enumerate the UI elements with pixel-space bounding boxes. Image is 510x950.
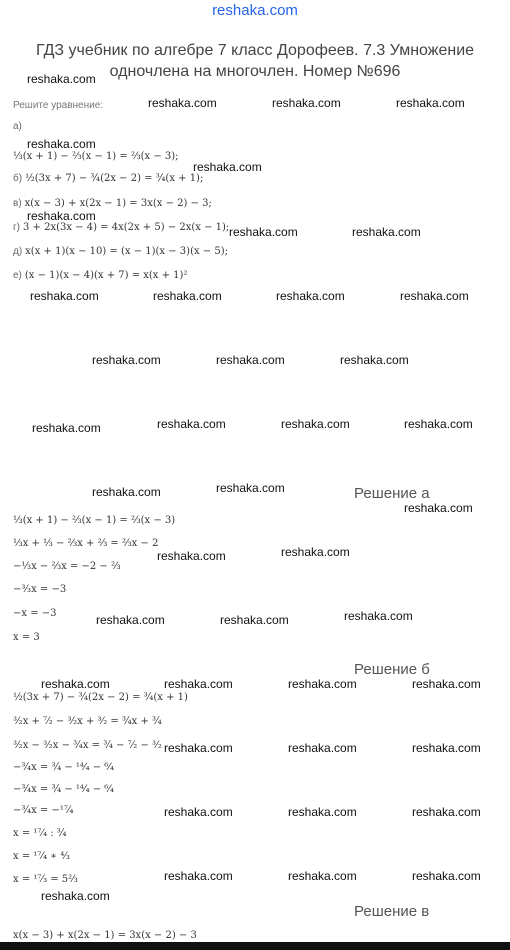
watermark-text: reshaka.com [157,549,226,563]
task-label: б) [13,173,23,184]
bottom-bar [0,942,510,950]
watermark-text: reshaka.com [352,225,421,239]
watermark-text: reshaka.com [229,225,298,239]
watermark-text: reshaka.com [216,353,285,367]
title-line-1: ГДЗ учебник по алгебре 7 класс Дорофеев. 7.3 Умножение [35,42,475,59]
task-item [13,198,212,209]
task-item [13,173,203,184]
solution-line: x = ¹⁷⁄₃ = 5⅔ [13,874,78,885]
watermark-text: reshaka.com [404,501,473,515]
site-name[interactable]: reshaka.com [212,2,298,19]
solution-a-heading: Решение а [354,485,430,502]
task-instruction: Решите уравнение: [13,100,104,111]
watermark-text: reshaka.com [148,96,217,110]
solution-line: −³⁄₃x = −3 [13,584,67,595]
watermark-text: reshaka.com [288,805,357,819]
watermark-text: reshaka.com [164,741,233,755]
watermark-text: reshaka.com [400,289,469,303]
watermark-text: reshaka.com [276,289,345,303]
solution-line: −⅓x − ⅔x = −2 − ⅔ [13,561,121,572]
task-item [13,270,187,281]
task-equation: 3 + 2x(3x − 4) = 4x(2x + 5) − 2x(x − 1); [22,222,230,233]
task-item [13,121,25,132]
watermark-text: reshaka.com [412,805,481,819]
task-label: д) [13,246,23,257]
watermark-text: reshaka.com [412,869,481,883]
watermark-text: reshaka.com [344,609,413,623]
watermark-text: reshaka.com [164,677,233,691]
watermark-text: reshaka.com [404,417,473,431]
watermark-text: reshaka.com [157,417,226,431]
task-equation: ½(3x + 7) − ¾(2x − 2) = ¾(x + 1); [25,173,204,184]
watermark-text: reshaka.com [288,741,357,755]
task-label: в) [13,198,22,209]
watermark-text: reshaka.com [164,869,233,883]
solution-c-heading: Решение в [354,903,430,920]
watermark-text: reshaka.com [272,96,341,110]
solution-line: −x = −3 [13,608,57,619]
watermark-text: reshaka.com [27,137,96,151]
task-item [13,246,228,257]
watermark-text: reshaka.com [412,677,481,691]
watermark-text: reshaka.com [92,485,161,499]
task-item [13,222,229,233]
watermark-text: reshaka.com [216,481,285,495]
task-label: е) [13,270,22,281]
watermark-text: reshaka.com [41,677,110,691]
solution-line: x = ¹⁷⁄₄ ∗ ⁴⁄₃ [13,851,70,862]
task-equation: ⅓(x + 1) − ⅔(x − 1) = ⅔(x − 3); [13,151,179,162]
watermark-text: reshaka.com [396,96,465,110]
watermark-text: reshaka.com [281,417,350,431]
solution-line: ⅓(x + 1) − ⅔(x − 1) = ⅔(x − 3) [13,515,176,526]
watermark-text: reshaka.com [153,289,222,303]
watermark-text: reshaka.com [288,869,357,883]
watermark-text: reshaka.com [281,545,350,559]
task-label: г) [13,222,20,233]
watermark-text: reshaka.com [193,160,262,174]
task-item [13,151,179,162]
solution-b-heading: Решение б [354,661,430,678]
solution-line: ⅓x + ⅓ − ⅔x + ⅔ = ⅔x − 2 [13,538,159,549]
task-equation: (x − 1)(x − 4)(x + 7) = x(x + 1)² [24,270,188,281]
watermark-text: reshaka.com [92,353,161,367]
solution-line: ³⁄₂x + ⁷⁄₂ − ³⁄₂x + ³⁄₂ = ¾x + ¾ [13,716,162,727]
watermark-text: reshaka.com [27,209,96,223]
solution-line: −¾x = −¹⁷⁄₄ [13,805,74,816]
watermark-text: reshaka.com [220,613,289,627]
watermark-text: reshaka.com [340,353,409,367]
watermark-text: reshaka.com [27,72,96,86]
watermark-text: reshaka.com [32,421,101,435]
watermark-text: reshaka.com [164,805,233,819]
watermark-text: reshaka.com [412,741,481,755]
solution-line: x(x − 3) + x(2x − 1) = 3x(x − 2) − 3 [13,930,197,941]
watermark-text: reshaka.com [288,677,357,691]
solution-line: −¾x = ¾ − ¹⁴⁄₄ − ⁶⁄₄ [13,784,114,795]
solution-line: ³⁄₂x − ³⁄₂x − ¾x = ¾ − ⁷⁄₂ − ³⁄₂ [13,740,162,751]
solution-line: −¾x = ¾ − ¹⁴⁄₄ − ⁶⁄₄ [13,762,114,773]
task-equation: x(x − 3) + x(2x − 1) = 3x(x − 2) − 3; [24,198,212,209]
task-equation: x(x + 1)(x − 10) = (x − 1)(x − 3)(x − 5); [25,246,228,257]
solution-line: x = 3 [13,632,40,643]
watermark-text: reshaka.com [41,889,110,903]
watermark-text: reshaka.com [30,289,99,303]
task-label: а) [13,121,22,132]
solution-line: x = ¹⁷⁄₄ : ¾ [13,828,67,839]
watermark-text: reshaka.com [96,613,165,627]
solution-line: ½(3x + 7) − ¾(2x − 2) = ¾(x + 1) [13,692,188,703]
title-line-2: одночлена на многочлен. Номер №696 [109,63,401,80]
